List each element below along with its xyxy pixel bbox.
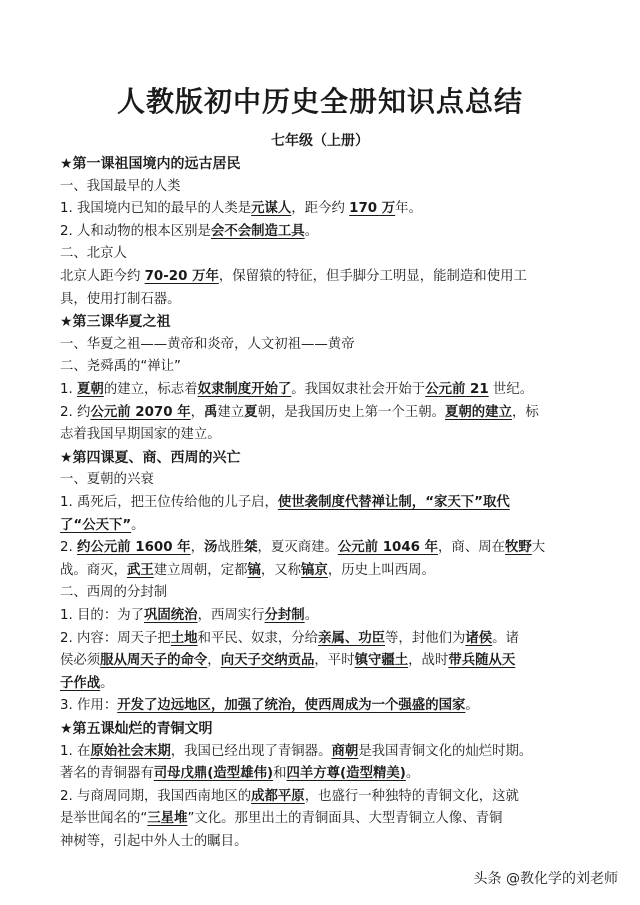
text-line bbox=[60, 198, 590, 220]
text-span: 志着我国早期国家的建立。 bbox=[60, 427, 221, 443]
text-span: 二、尧舜禹的“禅让” bbox=[60, 359, 181, 375]
text-span: 武王 bbox=[126, 562, 154, 578]
page-subtitle: 七年级（上册） bbox=[271, 133, 369, 149]
text-line bbox=[60, 356, 590, 378]
text-span: ，战时 bbox=[408, 653, 449, 669]
text-span: ， bbox=[207, 653, 221, 669]
text-line bbox=[60, 763, 590, 785]
text-span: 神树等，引起中外人士的瞩目。 bbox=[60, 834, 248, 849]
text-line bbox=[60, 289, 590, 311]
text-line bbox=[60, 515, 590, 537]
page-title: 人教版初中历史全册知识点总结 bbox=[116, 85, 523, 118]
text-span: ，平时 bbox=[314, 653, 355, 669]
text-span: 一、我国最早的人类 bbox=[60, 178, 181, 194]
text-span: 等，封他们为 bbox=[385, 630, 466, 646]
text-span: ，我国已经出现了青铜器。 bbox=[170, 743, 332, 759]
text-span: 成都平原 bbox=[251, 788, 305, 804]
text-span: 巩固统治 bbox=[144, 608, 198, 623]
text-span: 。诸 bbox=[492, 630, 519, 646]
text-span: 亲属、功臣 bbox=[318, 630, 386, 646]
text-span: 1. 禹死后，把王位传给他的儿子启， bbox=[60, 495, 278, 510]
text-span: 禹 bbox=[203, 404, 218, 420]
text-span: 公元前 21 bbox=[425, 382, 489, 397]
text-line bbox=[60, 582, 590, 604]
text-line bbox=[60, 424, 590, 446]
text-span: 北京人距今约 bbox=[60, 269, 145, 284]
text-line bbox=[60, 402, 590, 424]
text-span: ， bbox=[190, 540, 204, 556]
section-heading: ★第三课华夏之祖 bbox=[60, 314, 171, 331]
text-span: 子作战 bbox=[60, 675, 101, 691]
text-span: 二、西周的分封制 bbox=[60, 585, 168, 601]
text-span: 战胜 bbox=[217, 540, 245, 556]
text-line bbox=[60, 718, 590, 740]
text-line bbox=[60, 469, 590, 491]
text-span: 土地 bbox=[170, 630, 198, 646]
text-span: 2. 内容：周天子把 bbox=[60, 630, 171, 646]
text-line bbox=[60, 831, 590, 853]
text-line bbox=[60, 266, 590, 288]
text-line bbox=[60, 808, 590, 830]
text-span: 夏朝 bbox=[77, 382, 104, 397]
text-line bbox=[60, 741, 590, 763]
text-line bbox=[60, 492, 590, 514]
text-span: 镐 bbox=[247, 562, 261, 578]
section-heading: ★第一课祖国境内的远古居民 bbox=[60, 156, 241, 172]
text-span: 。 bbox=[100, 675, 114, 691]
text-span: 。 bbox=[304, 223, 319, 239]
text-span: 侯必须 bbox=[60, 653, 101, 669]
text-line bbox=[60, 221, 590, 243]
text-span: 3. 作用： bbox=[60, 698, 118, 714]
text-span: 公元前 2070 年 bbox=[90, 404, 191, 420]
text-span: 1. bbox=[60, 382, 78, 397]
text-span: 是举世闻名的“ bbox=[60, 811, 148, 827]
text-span: 司母戊鼎(造型雄伟) bbox=[153, 766, 274, 782]
text-line bbox=[60, 334, 590, 356]
text-span: 2. 约 bbox=[60, 404, 91, 420]
text-span: 。 bbox=[405, 766, 420, 782]
text-span: 会不会制造工具 bbox=[210, 223, 305, 239]
text-span: 了“公天下” bbox=[60, 517, 132, 533]
text-span: 商朝 bbox=[331, 743, 359, 759]
text-span: 三星堆 bbox=[147, 811, 188, 827]
text-span: 2. 人和动物的根本区别是 bbox=[60, 223, 211, 239]
text-span: 夏朝的建立 bbox=[445, 404, 512, 420]
text-span: 。 bbox=[465, 698, 479, 714]
text-span: 是我国青铜文化的灿烂时期。 bbox=[358, 743, 533, 759]
text-span: 2. 与商周同期，我国西南地区的 bbox=[60, 788, 252, 804]
text-line bbox=[60, 243, 590, 265]
text-span: 奴隶制度开始了 bbox=[197, 382, 292, 397]
text-span: 一、华夏之祖——黄帝和炎帝，人文初祖——黄帝 bbox=[60, 336, 355, 352]
text-span: 开发了边远地区，加强了统治，使西周成为一个强盛的国家 bbox=[117, 698, 466, 714]
text-span: 著名的青铜器有 bbox=[60, 766, 154, 782]
text-span: 桀 bbox=[244, 540, 258, 556]
text-span: 公元前 1046 年 bbox=[337, 540, 439, 556]
text-line bbox=[60, 695, 590, 717]
text-span: 和 bbox=[273, 766, 287, 782]
text-span: 分封制 bbox=[264, 608, 305, 623]
section-heading: ★第四课夏、商、西周的兴亡 bbox=[60, 449, 241, 466]
text-span: 战。商灭， bbox=[60, 562, 127, 578]
text-span: ，夏灭商建。 bbox=[257, 540, 338, 556]
text-span: 建立 bbox=[217, 404, 245, 420]
text-span: 70-20 万年 bbox=[144, 269, 219, 284]
text-span: 原始社会末期 bbox=[90, 743, 171, 759]
text-line bbox=[60, 311, 590, 333]
text-span: 约公元前 1600 年 bbox=[77, 540, 191, 556]
text-span: 1. 我国境内已知的最早的人类是 bbox=[60, 201, 252, 217]
text-line bbox=[60, 560, 590, 582]
text-span: 牧野 bbox=[505, 540, 532, 556]
text-line bbox=[60, 605, 590, 627]
text-span: ，距今约 bbox=[291, 201, 350, 217]
text-line bbox=[60, 153, 590, 175]
text-span: ，历史上叫西周。 bbox=[327, 562, 435, 578]
text-span: 镇守疆土 bbox=[354, 653, 409, 669]
text-line bbox=[60, 447, 590, 469]
text-span: 元谋人 bbox=[251, 201, 292, 217]
text-line bbox=[60, 786, 590, 808]
text-span: 2. bbox=[60, 540, 78, 556]
text-span: ， bbox=[190, 404, 204, 420]
text-line bbox=[60, 673, 590, 695]
text-span: ”文化。那里出土的青铜面具、大型青铜立人像、青铜 bbox=[187, 811, 503, 827]
text-span: 使世袭制度代替禅让制，“家天下”取代 bbox=[277, 495, 510, 510]
text-span: 。我国奴隶社会开始于 bbox=[291, 382, 426, 397]
text-span: ，又称 bbox=[260, 562, 302, 578]
text-span: 170 万 bbox=[349, 201, 396, 217]
text-span: 1. 在 bbox=[60, 743, 91, 759]
text-line bbox=[60, 379, 590, 401]
text-span: 镐京 bbox=[301, 562, 328, 578]
text-span: ，西周实行 bbox=[197, 608, 265, 623]
text-span: 诸侯 bbox=[465, 630, 493, 646]
text-line bbox=[60, 650, 590, 672]
text-span: ，保留猿的特征，但手脚分工明显，能制造和使用工 bbox=[218, 269, 527, 284]
text-span: 。 bbox=[131, 517, 145, 533]
text-line bbox=[60, 176, 590, 198]
text-line bbox=[60, 628, 590, 650]
watermark: 头条 @教化学的刘老师 bbox=[473, 871, 618, 887]
text-span: 四羊方尊(造型精美) bbox=[286, 766, 406, 782]
text-span: 二、北京人 bbox=[60, 246, 127, 262]
text-span: 带兵随从天 bbox=[448, 653, 516, 669]
text-span: 世纪。 bbox=[488, 382, 534, 397]
text-span: 朝，是我国历史上第一个王朝。 bbox=[257, 404, 446, 420]
text-line bbox=[60, 537, 590, 559]
text-span: ，也盛行一种独特的青铜文化，这就 bbox=[304, 788, 519, 804]
text-span: 大 bbox=[531, 540, 546, 556]
text-span: 。 bbox=[304, 608, 319, 623]
text-span: 夏 bbox=[244, 404, 258, 420]
text-span: 的建立，标志着 bbox=[103, 382, 198, 397]
text-span: 向天子交纳贡品 bbox=[220, 653, 315, 669]
text-span: 一、夏朝的兴衰 bbox=[60, 472, 154, 488]
text-span: 1. 目的：为了 bbox=[60, 608, 144, 623]
text-span: ，标 bbox=[511, 404, 539, 420]
text-span: 汤 bbox=[203, 540, 218, 556]
text-span: 具，使用打制石器。 bbox=[60, 291, 181, 307]
text-span: 年。 bbox=[395, 201, 422, 217]
section-heading: ★第五课灿烂的青铜文明 bbox=[60, 721, 213, 737]
text-span: 服从周天子的命令 bbox=[100, 653, 208, 669]
text-span: 建立周朝，定都 bbox=[153, 562, 248, 578]
text-span: ，商、周在 bbox=[438, 540, 505, 556]
text-span: 和平民、奴隶，分给 bbox=[197, 630, 319, 646]
